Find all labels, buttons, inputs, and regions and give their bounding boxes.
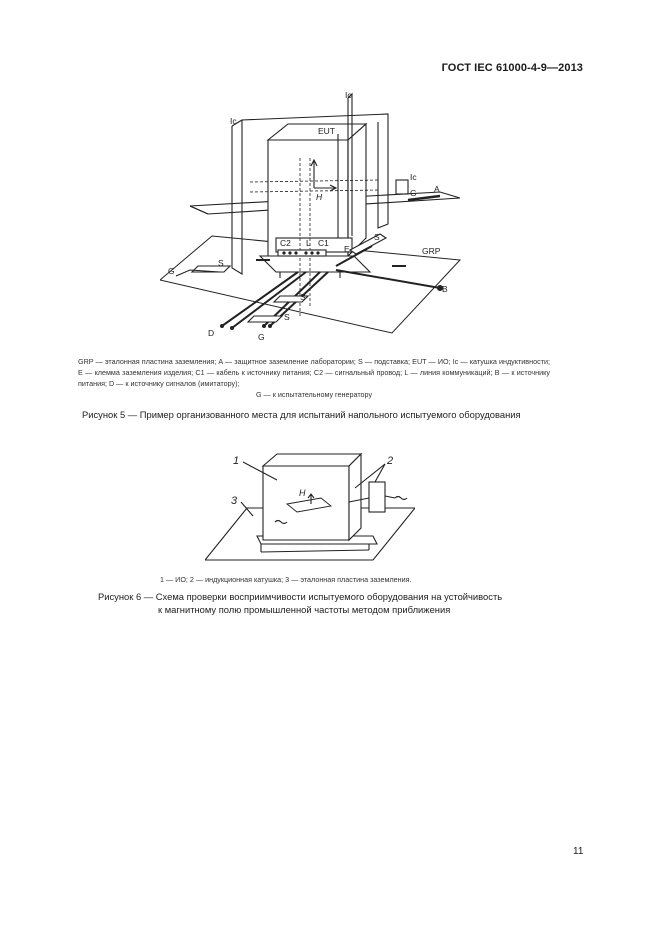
fig5-label-c2: C2 bbox=[280, 238, 291, 248]
figure-5-legend-line3: провод; L — линия коммуникаций; B — к источнику питания; D — к источнику сигналов (имитатору); bbox=[78, 368, 550, 388]
fig5-label-s-left: S bbox=[218, 258, 224, 268]
fig6-label-2: 2 bbox=[387, 455, 394, 467]
fig5-label-h: H bbox=[316, 192, 323, 202]
fig5-label-a: A bbox=[434, 184, 440, 194]
fig5-label-g-bottom: G bbox=[258, 332, 265, 340]
document-header: ГОСТ IEC 61000-4-9—2013 bbox=[441, 62, 583, 74]
fig5-label-d: D bbox=[208, 328, 215, 338]
fig5-label-b: B bbox=[442, 284, 448, 294]
page-number: 11 bbox=[573, 846, 584, 857]
fig6-label-1: 1 bbox=[233, 455, 240, 467]
fig6-label-h: H bbox=[299, 488, 306, 498]
fig5-label-ic-right: Ic bbox=[410, 172, 417, 182]
figure-5-legend bbox=[78, 356, 550, 400]
figure-5-legend-line4: G — к испытательному генератору bbox=[255, 390, 373, 399]
figure-5-caption: Рисунок 5 — Пример организованного места для испытаний напольного испытуемого оборудования bbox=[82, 409, 521, 420]
figure-6-drawing bbox=[205, 452, 415, 564]
fig5-label-e: E bbox=[344, 244, 350, 254]
fig5-label-s-right: S bbox=[374, 232, 380, 242]
figure-5-drawing bbox=[160, 88, 470, 340]
fig5-label-ic-top: Ic bbox=[345, 90, 352, 100]
fig5-label-g-left: G bbox=[168, 266, 175, 276]
fig5-label-grp: GRP bbox=[422, 246, 441, 256]
fig5-label-c1: C1 bbox=[318, 238, 329, 248]
fig5-label-l: L bbox=[306, 238, 311, 248]
figure-6-caption-line1: Рисунок 6 — Схема проверки восприимчивости испытуемого оборудования на устойчивость bbox=[98, 591, 503, 602]
figure-5-legend-line1: GRP — эталонная пластина заземления; A — защитное заземление лаборатории; S — подставка; EUT — ИО; bbox=[78, 357, 451, 366]
fig5-label-s-mid1: S bbox=[300, 292, 306, 302]
figure-5-legend-line2: Ic — катушка индуктивности; E — клемма заземления изделия; C1 — кабель к источнику питания; C2 — сигнальный bbox=[78, 357, 550, 377]
fig5-label-s-mid2: S bbox=[284, 312, 290, 322]
fig5-label-g-right: G bbox=[410, 188, 417, 198]
fig5-label-eut: EUT bbox=[318, 126, 335, 136]
fig5-label-ic-left: Ic bbox=[230, 116, 237, 126]
figure-6-caption-line2: к магнитному полю промышленной частоты методом приближения bbox=[158, 604, 451, 615]
fig6-label-3: 3 bbox=[231, 495, 238, 507]
figure-6-legend: 1 — ИО; 2 — индукционная катушка; 3 — эталонная пластина заземления. bbox=[160, 575, 412, 584]
figure-6-caption bbox=[98, 590, 558, 616]
